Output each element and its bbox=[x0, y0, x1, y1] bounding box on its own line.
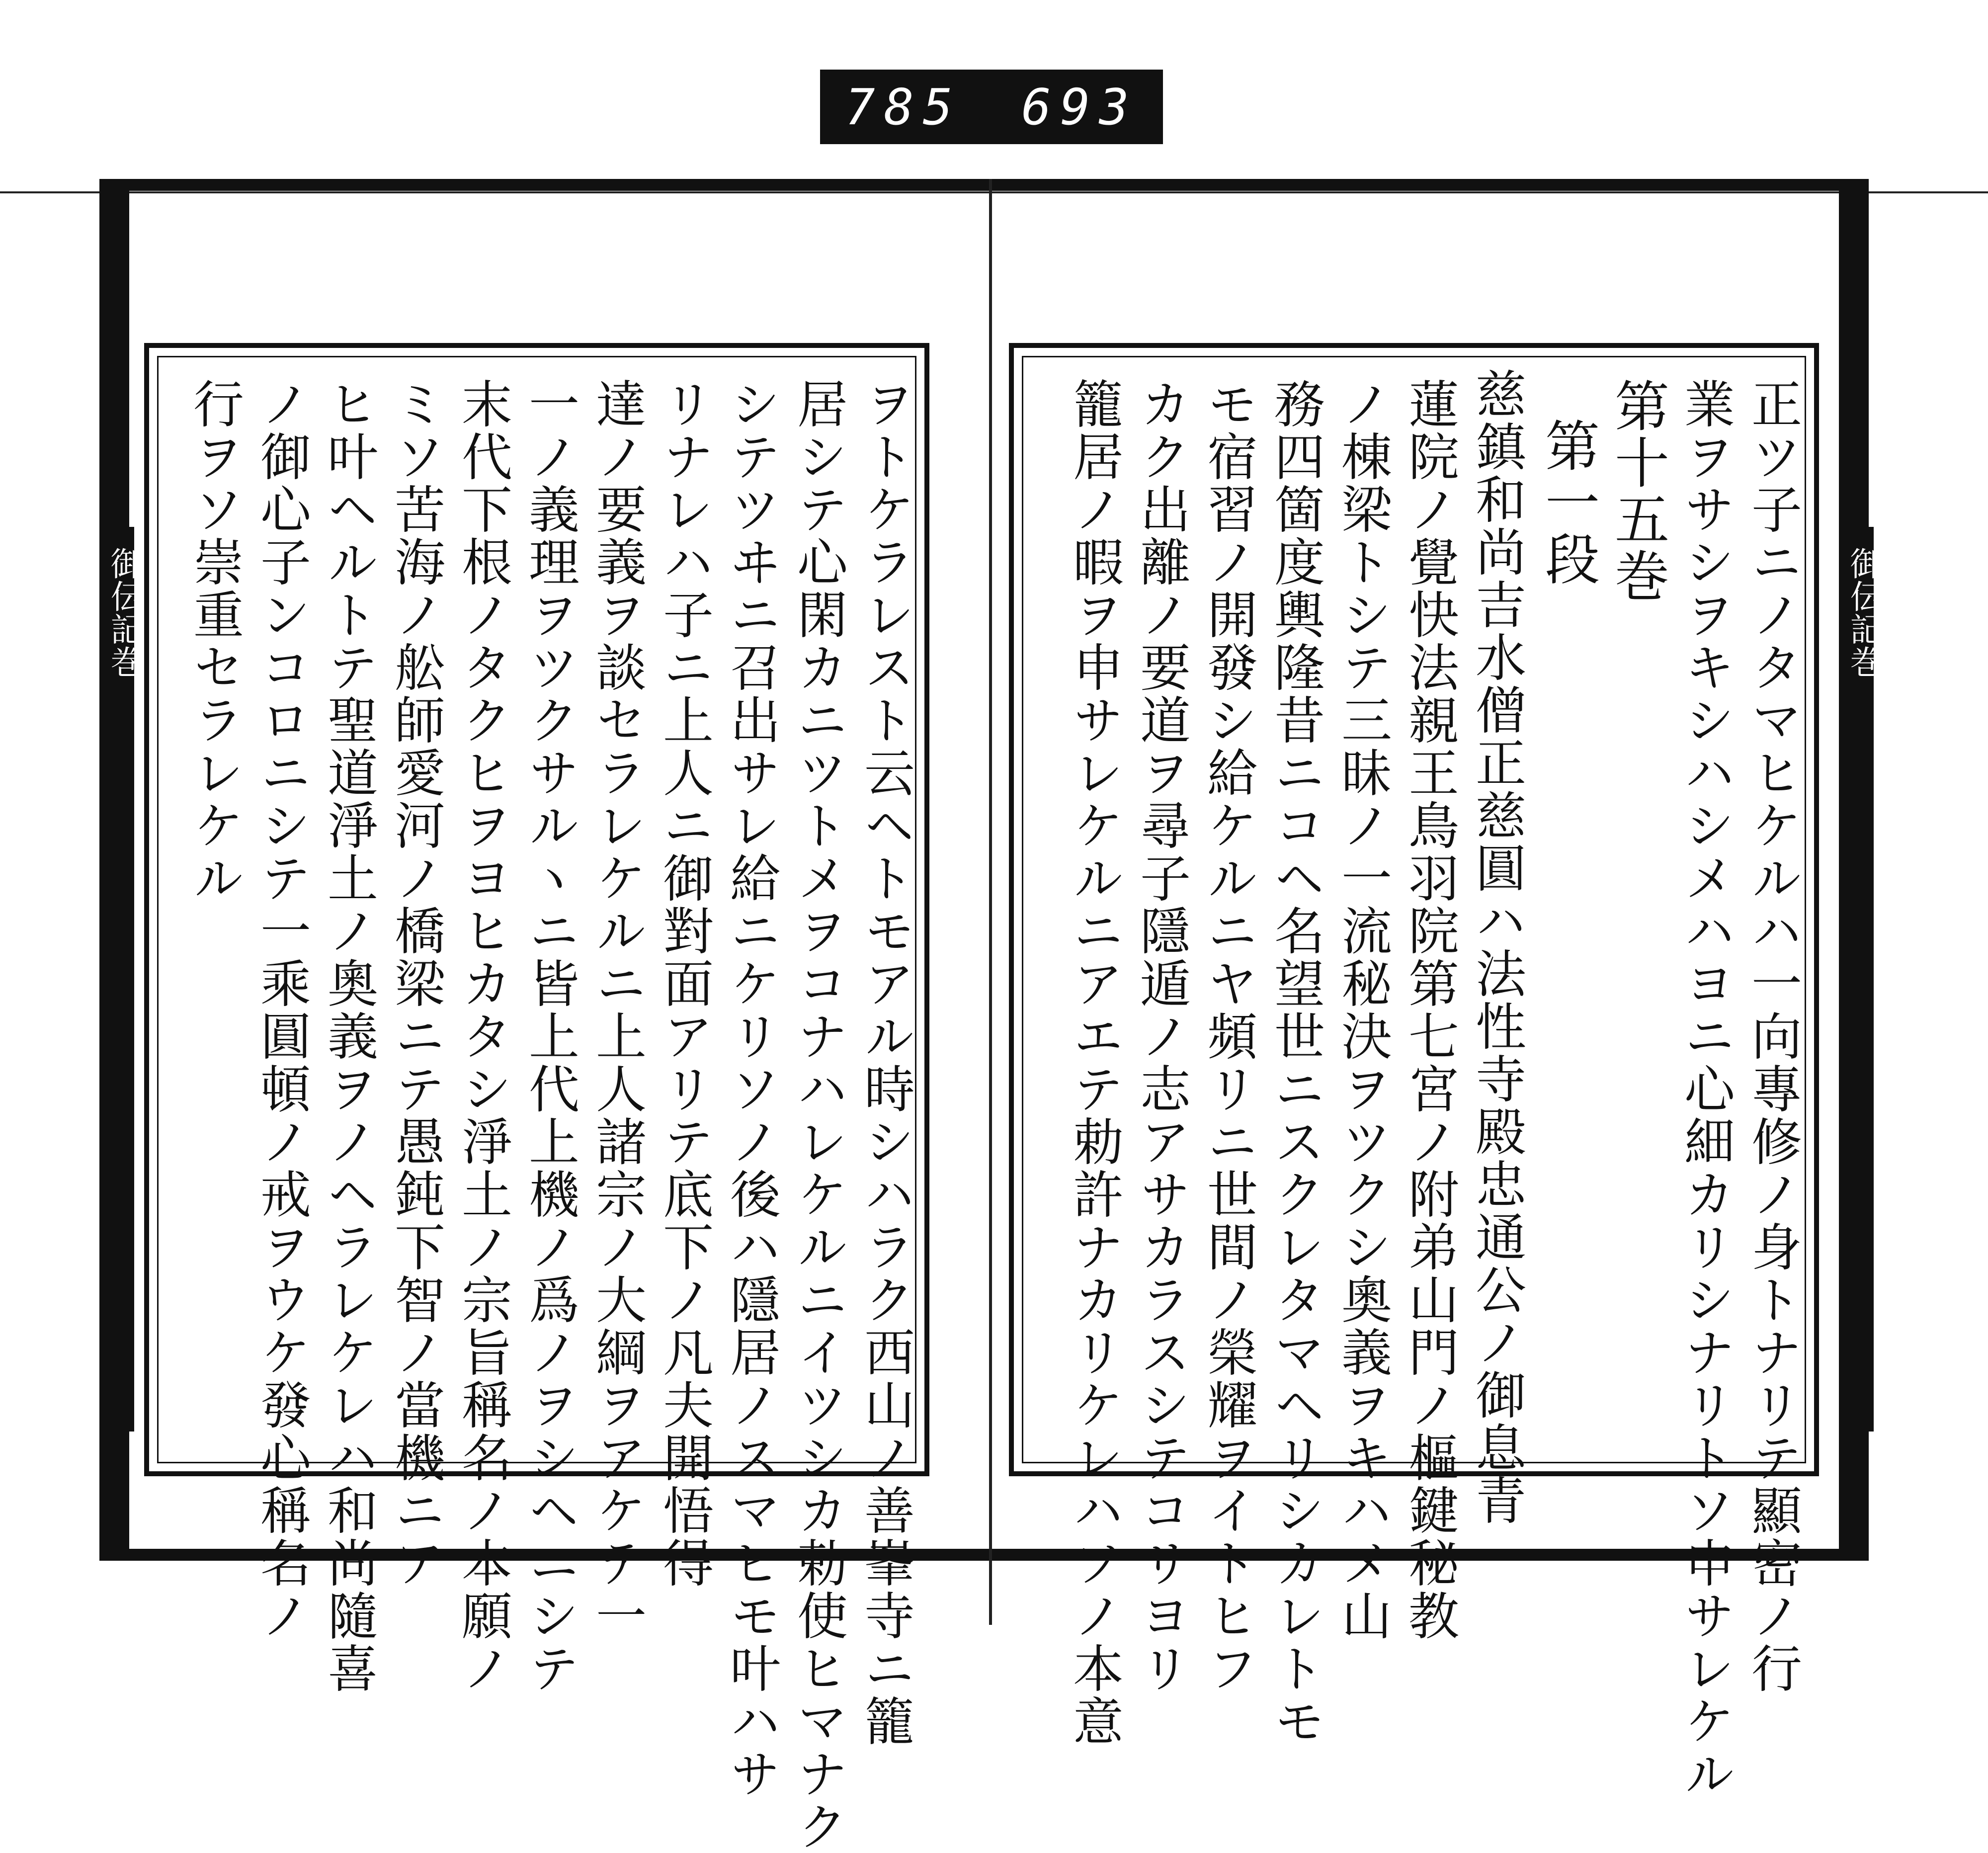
book-spine bbox=[989, 179, 992, 1625]
left-column-7: 末代下根ノタクヒヲヨヒカタシ淨土ノ宗旨稱名ノ本願ノ bbox=[453, 378, 512, 1695]
book-spread bbox=[99, 179, 1869, 1853]
catalog-number-right: 693 bbox=[1021, 78, 1138, 136]
left-column-1: ヲトケラレスト云ヘトモアル時シハラク西山ノ善峯寺ニ籠 bbox=[856, 378, 915, 1748]
right-column-11: 籠居ノ暇ヲ申サレケルニアエテ勅許ナカリケレハソノ本意 bbox=[1065, 378, 1124, 1748]
left-column-3: シテツヰニ召出サレ給ニケリソノ後ハ隱居ノスマヒモ叶ハサ bbox=[722, 378, 781, 1800]
catalog-number-label bbox=[820, 70, 1163, 144]
left-margin-tab bbox=[99, 527, 143, 1432]
right-column-7: ノ棟梁トシテ三昧ノ一流秘決ヲツクシ奧義ヲキハメ山 bbox=[1333, 378, 1392, 1642]
volume-heading: 第十五巻 bbox=[1606, 378, 1669, 604]
right-margin-tab bbox=[1839, 527, 1883, 1432]
left-column-11: 行ヲソ崇重セラレケル bbox=[185, 378, 244, 905]
right-column-5: 慈鎮和尚吉水僧正慈圓ハ法性寺殿忠通公ノ御息青 bbox=[1467, 368, 1526, 1527]
right-column-2: 業ヲサシヲキシハシメハヨニ心細カリシナリトソ申サレケル bbox=[1676, 378, 1735, 1800]
left-page-text-frame bbox=[144, 343, 929, 1853]
right-column-10: カク出離ノ要道ヲ尋子隱遁ノ志アサカラスシテコリヨリ bbox=[1132, 378, 1191, 1695]
section-heading: 第一段 bbox=[1536, 418, 1600, 588]
right-column-1: 正ツ子ニノタマヒケルハ一向專修ノ身トナリテ顯密ノ行 bbox=[1743, 378, 1802, 1695]
right-column-6: 蓮院ノ覺快法親王鳥羽院第七宮ノ附弟山門ノ樞鍵秘教 bbox=[1400, 378, 1459, 1642]
left-column-9: ヒ叶ヘルトテ聖道淨土ノ奧義ヲノヘラレケレハ和尚隨喜 bbox=[319, 378, 378, 1695]
left-column-6: 一ノ義理ヲツクサルヽニ皆上代上機ノ爲ノヲシヘニシテ bbox=[520, 378, 580, 1695]
left-column-5: 達ノ要義ヲ談セラレケルニ上人諸宗ノ大綱ヲアケテ一 bbox=[587, 378, 647, 1642]
left-column-8: ミソ苦海ノ舩師愛河ノ橋梁ニテ愚鈍下智ノ當機ニア bbox=[386, 378, 445, 1590]
right-column-8: 務四箇度輿隆昔ニコヘ名望世ニスクレタマヘリシカレトモ bbox=[1266, 378, 1325, 1748]
left-column-2: 居シテ心閑カニツトメヲコナハレケルニイツシカ勅使ヒマナク bbox=[789, 378, 848, 1853]
right-column-9: モ宿習ノ開發シ給ケルニヤ頻リニ世間ノ榮耀ヲイトヒフ bbox=[1199, 378, 1258, 1695]
left-column-10: ノ御心子ンコロニシテ一乘圓頓ノ戒ヲウケ發心稱名ノ bbox=[252, 378, 311, 1642]
right-margin-label: 御伝記巻 bbox=[1844, 547, 1883, 678]
right-page-text-frame bbox=[1009, 343, 1819, 1800]
catalog-number-left: 785 bbox=[845, 78, 962, 136]
left-column-4: リナレハ子ニ上人ニ御對面アリテ底下ノ凡夫開悟得 bbox=[655, 378, 714, 1590]
left-margin-label: 御伝記巻 bbox=[105, 547, 143, 678]
